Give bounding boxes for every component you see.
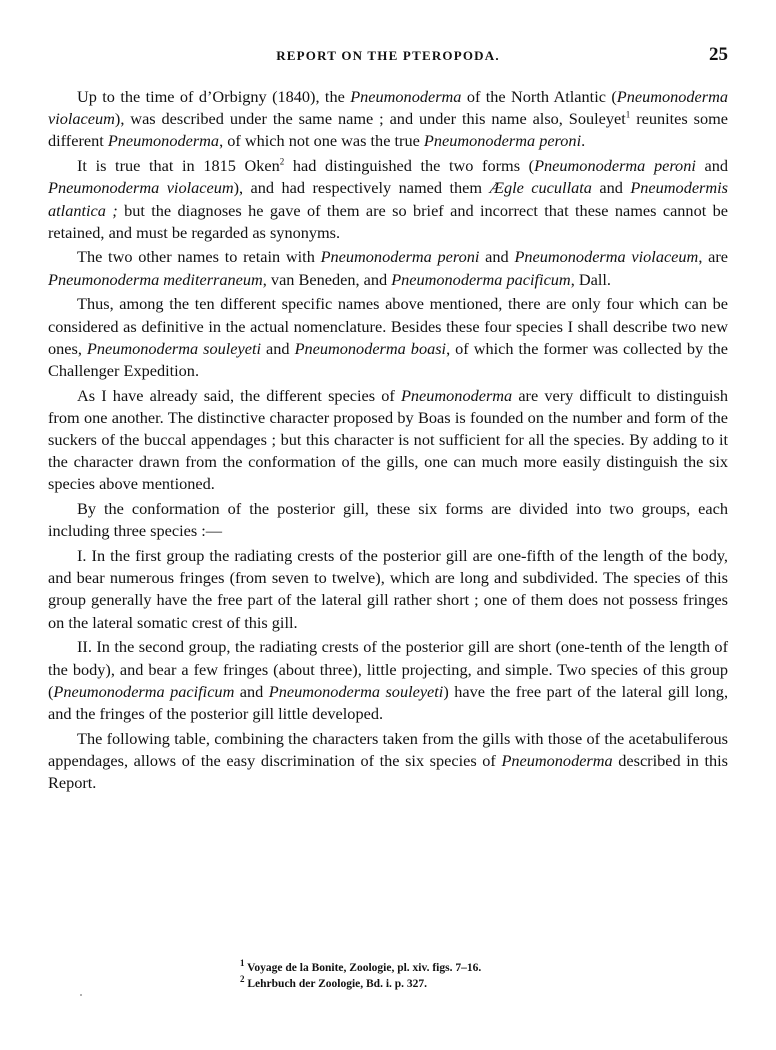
italic-text: Pneumodermis atlantica ;: [48, 178, 729, 220]
body-text: [48, 86, 728, 797]
text-run: , are: [698, 247, 728, 267]
italic-text: Pneumonoderma peroni: [320, 247, 480, 267]
text-run: reunites some different: [48, 109, 729, 151]
italic-text: Pneumonoderma souleyeti: [86, 338, 262, 358]
page-number: 25: [709, 44, 728, 65]
print-speck: [80, 994, 82, 996]
italic-text: Pneumonoderma souleyeti: [268, 681, 444, 701]
text-run: Thus, among the ten different specific names above mentioned, there are only four which can be considered as definitive in the actual nomenclature. Besides these four species I shall describe two new ones,: [48, 294, 728, 358]
text-run: I. In the first group the radiating crests of the posterior gill are one-fifth of the length of the body, and bear numerous fringes (from seven to twelve), which are long and subdivided. The species of this group generally have the free part of the lateral gill rather short ; one of them does not possess fringes on the lateral somatic crest of this gill.: [48, 546, 728, 632]
text-run: and: [479, 247, 515, 267]
running-head: REPORT ON THE PTEROPODA.: [276, 48, 500, 63]
paragraph: [48, 155, 728, 244]
text-run: The two other names to retain with: [77, 247, 321, 267]
text-run: ), was described under the same name ; and under this name also, Souleyet: [114, 109, 626, 129]
text-run: but the diagnoses he gave of them are so brief and incorrect that these names cannot be retained, and must be regarded as synonyms.: [48, 200, 728, 242]
italic-text: Pneumonoderma violaceum: [48, 178, 234, 198]
footnotes: [240, 960, 680, 992]
italic-text: Pneumonoderma: [400, 385, 513, 405]
italic-text: Pneumonoderma peroni: [534, 156, 696, 176]
italic-text: Pneumonoderma: [107, 131, 220, 151]
paragraph: [48, 498, 728, 542]
text-run: As I have already said, the different species of: [77, 385, 401, 405]
page-header: [48, 44, 728, 68]
text-run: , of which not one was the true: [219, 131, 424, 151]
text-run: The following table, combining the characters taken from the gills with those of the acetabuliferous appendages, allows of the easy discrimination of the six species of: [48, 728, 728, 770]
footnote-mark: 1: [240, 958, 245, 969]
text-run: , van Beneden, and: [262, 269, 392, 289]
footnote-ref: 1: [625, 109, 631, 120]
italic-text: Pneumonoderma: [350, 87, 462, 106]
footnote: [240, 976, 680, 992]
italic-text: Pneumonoderma violaceum: [514, 247, 699, 267]
footnote-text: Lehrbuch der Zoologie, Bd. i. p. 327.: [244, 978, 428, 990]
text-run: of the North Atlantic (: [461, 87, 617, 106]
paragraph: [48, 385, 728, 496]
italic-text: Pneumonoderma: [501, 750, 613, 770]
text-run: II. In the second group, the radiating crests of the posterior gill are short (one-tenth of the length of the body), and bear a few fringes (about three), little projecting, and simple. Two species of this group (: [48, 637, 728, 701]
italic-text: Pneumonoderma pacificum: [53, 681, 235, 701]
text-run: and: [234, 681, 269, 701]
text-run: had distinguished the two forms (: [284, 156, 535, 176]
paragraph: [48, 636, 728, 725]
paragraph: [48, 86, 728, 153]
paragraph: [48, 728, 728, 795]
paragraph: [48, 545, 728, 634]
italic-text: Pneumonoderma violaceum: [48, 87, 728, 129]
text-run: and: [591, 178, 631, 198]
paragraph: [48, 246, 728, 290]
text-run: ), and had respectively named them: [233, 178, 490, 198]
italic-text: Pneumonoderma pacificum: [391, 269, 571, 289]
text-run: and: [261, 338, 295, 358]
italic-text: Ægle cucullata: [489, 178, 592, 198]
text-run: It is true that in 1815 Oken: [77, 156, 280, 176]
paragraph: [48, 293, 728, 382]
footnote-mark: 2: [240, 974, 245, 985]
text-run: , of which the former was collected by the Challenger Expedition.: [48, 338, 729, 380]
italic-text: Pneumonoderma boasi: [294, 338, 447, 358]
text-run: described in this Report.: [48, 750, 728, 793]
text-run: ) have the free part of the lateral gill long, and the fringes of the posterior gill little developed.: [48, 681, 729, 723]
text-run: Up to the time of d’Orbigny (1840), the: [77, 87, 351, 106]
italic-text: Pneumonoderma mediterraneum: [48, 269, 263, 289]
text-run: are very difficult to distinguish from one another. The distinctive character proposed by Boas is founded on the number and form of the suckers of the buccal appendages ; but this character is not sufficient for all the species. By adding to it the character drawn from the conformation of the gills, one can much more easily distinguish the six species above mentioned.: [48, 385, 728, 494]
text-run: and: [695, 156, 728, 176]
text-run: By the conformation of the posterior gill, these six forms are divided into two groups, each including three species :—: [48, 499, 728, 541]
text-run: , Dall.: [570, 269, 611, 289]
text-run: .: [581, 131, 586, 151]
footnote-ref: 2: [279, 156, 285, 167]
italic-text: Pneumonoderma peroni: [423, 131, 582, 151]
footnote-text: Voyage de la Bonite, Zoologie, pl. xiv. figs. 7–16.: [244, 962, 482, 974]
footnote: [240, 960, 680, 976]
